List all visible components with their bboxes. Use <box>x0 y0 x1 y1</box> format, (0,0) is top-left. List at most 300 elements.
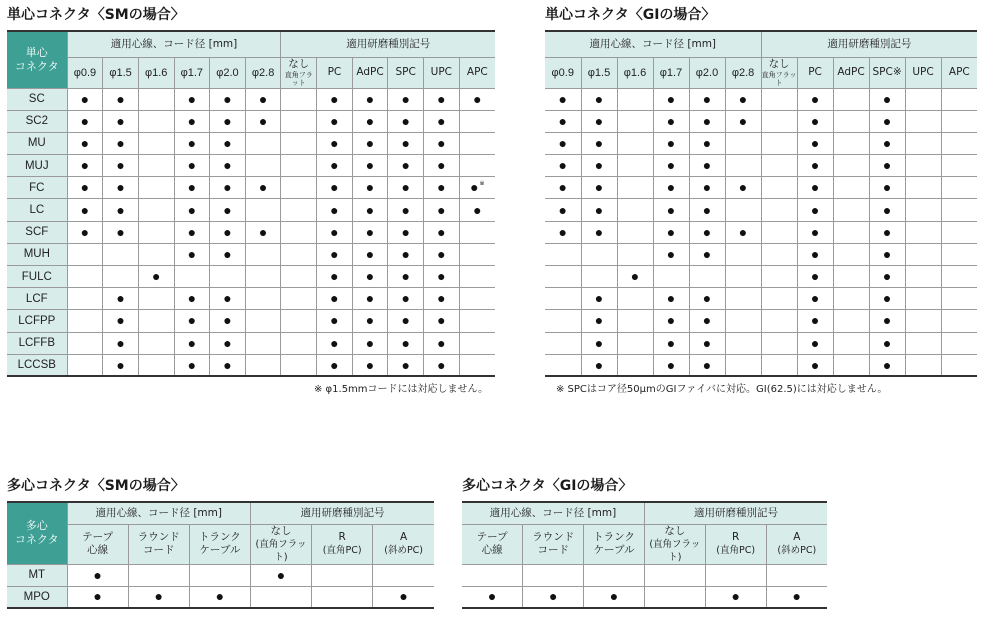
table-cell <box>905 221 941 243</box>
table-cell <box>352 221 388 243</box>
cord-col-header: φ2.8 <box>725 57 761 88</box>
table-cell <box>617 110 653 132</box>
filled-dot-icon: ● <box>365 201 375 218</box>
filled-dot-icon: ● <box>437 245 446 262</box>
connector-name: SC2 <box>7 110 67 132</box>
table-cell <box>352 110 388 132</box>
filled-dot-icon: ● <box>792 588 802 605</box>
filled-dot-icon: ● <box>487 588 497 605</box>
filled-dot-icon: ● <box>365 223 375 240</box>
filled-dot-icon: ● <box>882 223 892 240</box>
table-cell <box>67 266 103 288</box>
cord-group-header: 適用心線、コード径 [mm] <box>67 31 281 57</box>
table-row <box>545 155 977 177</box>
table-cell <box>869 243 905 265</box>
gi-single-table <box>545 30 977 377</box>
table-cell <box>462 586 523 608</box>
filled-dot-icon: ● <box>187 112 197 129</box>
table-cell <box>317 221 353 243</box>
table-cell <box>725 310 761 332</box>
filled-dot-icon: ● <box>810 245 820 262</box>
filled-dot-icon: ● <box>666 356 676 373</box>
table-cell <box>281 310 317 332</box>
filled-dot-icon: ● <box>594 201 604 218</box>
sm-single-title: 単心コネクタ〈SMの場合〉 <box>7 7 185 23</box>
table-cell <box>210 155 246 177</box>
filled-dot-icon: ● <box>702 312 712 329</box>
connector-name: LC <box>7 199 67 221</box>
table-cell <box>388 132 424 154</box>
table-cell <box>462 564 523 586</box>
table-row <box>545 177 977 199</box>
connector-name: MPO <box>7 586 67 608</box>
table-cell <box>67 288 103 310</box>
filled-dot-icon: ● <box>437 223 446 240</box>
polish-col-header <box>766 524 827 564</box>
filled-dot-icon: ● <box>437 134 446 151</box>
filled-dot-icon: ● <box>702 223 712 240</box>
filled-dot-icon: ● <box>187 334 197 351</box>
table-cell <box>138 332 174 354</box>
gi-multi-section <box>462 476 827 609</box>
sm-single-note: ※ φ1.5mmコードには対応しません。 <box>314 384 489 395</box>
table-cell <box>352 310 388 332</box>
table-cell <box>174 332 210 354</box>
table-cell <box>581 221 617 243</box>
table-cell <box>725 266 761 288</box>
connector-name: SCF <box>7 221 67 243</box>
polish-col-header <box>312 524 373 564</box>
table-cell <box>281 221 317 243</box>
table-row <box>7 155 495 177</box>
table-cell <box>905 288 941 310</box>
table-cell <box>797 221 833 243</box>
filled-dot-icon: ● <box>810 268 820 285</box>
polish-col-header <box>281 57 317 88</box>
table-cell <box>174 243 210 265</box>
polish-group-header: 適用研磨種別記号 <box>644 502 827 524</box>
header-line-2: 心線 <box>481 544 503 556</box>
filled-dot-icon: ● <box>437 312 446 329</box>
table-cell <box>459 332 495 354</box>
table-cell <box>424 332 460 354</box>
table-cell <box>210 199 246 221</box>
table-cell <box>653 310 689 332</box>
filled-dot-icon: ● <box>116 134 125 151</box>
filled-dot-icon: ● <box>666 90 676 107</box>
table-cell <box>103 354 139 376</box>
table-cell <box>869 288 905 310</box>
table-cell <box>581 199 617 221</box>
polish-col-header <box>459 57 495 88</box>
filled-dot-icon: ● <box>702 201 712 218</box>
table-cell <box>523 564 584 586</box>
table-cell <box>725 88 761 110</box>
connector-name: LCF <box>7 288 67 310</box>
table-cell <box>250 586 311 608</box>
filled-dot-icon: ● <box>437 268 446 285</box>
table-cell <box>210 243 246 265</box>
cord-col-header <box>128 524 189 564</box>
table-cell <box>317 110 353 132</box>
table-cell <box>833 310 869 332</box>
table-cell <box>189 586 250 608</box>
polish-col-header <box>388 57 424 88</box>
filled-dot-icon: ● <box>365 290 375 307</box>
header-line-1: なし <box>270 524 292 537</box>
table-cell <box>689 88 725 110</box>
table-cell <box>317 155 353 177</box>
table-cell <box>653 243 689 265</box>
filled-dot-icon: ● <box>330 157 339 174</box>
table-cell <box>797 88 833 110</box>
header-line-1: ラウンド <box>532 531 575 543</box>
header-line-2: (直角フラット) <box>255 538 307 563</box>
polish-group-header: 適用研磨種別記号 <box>281 31 495 57</box>
filled-dot-icon: ● <box>558 134 567 151</box>
filled-dot-icon: ● <box>116 356 125 373</box>
filled-dot-icon: ● <box>401 179 410 196</box>
table-cell <box>281 177 317 199</box>
table-cell <box>317 199 353 221</box>
table-cell <box>424 243 460 265</box>
cord-col-header: φ1.6 <box>138 57 174 88</box>
filled-dot-icon: ● <box>116 201 125 218</box>
table-cell <box>689 243 725 265</box>
filled-dot-icon: ● <box>401 290 410 307</box>
table-cell <box>905 266 941 288</box>
filled-dot-icon: ● <box>401 201 410 218</box>
table-cell <box>584 564 645 586</box>
table-cell <box>833 266 869 288</box>
table-cell <box>941 88 977 110</box>
table-cell <box>766 564 827 586</box>
filled-dot-icon: ● <box>702 245 712 262</box>
table-cell <box>388 288 424 310</box>
table-cell <box>210 266 246 288</box>
filled-dot-icon: ● <box>882 201 892 218</box>
cord-col-header: φ1.7 <box>653 57 689 88</box>
polish-label: SPC※ <box>872 66 902 78</box>
table-row <box>545 354 977 376</box>
table-cell <box>67 332 103 354</box>
table-cell <box>459 110 495 132</box>
table-cell <box>545 332 581 354</box>
gi-multi-title: 多心コネクタ〈GIの場合〉 <box>462 478 633 494</box>
table-cell <box>653 354 689 376</box>
table-cell <box>138 243 174 265</box>
filled-dot-icon: ● <box>330 312 339 329</box>
table-cell <box>67 564 128 586</box>
polish-label: APC <box>466 66 488 78</box>
filled-dot-icon: ● <box>223 245 232 262</box>
table-cell <box>317 177 353 199</box>
filled-dot-icon: ● <box>258 112 268 129</box>
table-cell <box>174 288 210 310</box>
table-cell <box>352 88 388 110</box>
table-cell <box>138 177 174 199</box>
filled-dot-icon: ● <box>223 157 232 174</box>
cord-group-header: 適用心線、コード径 [mm] <box>545 31 761 57</box>
table-cell <box>725 177 761 199</box>
table-cell <box>689 266 725 288</box>
filled-dot-icon: ● <box>80 112 90 129</box>
table-cell <box>210 88 246 110</box>
filled-dot-icon: ● <box>810 312 820 329</box>
table-row <box>7 266 495 288</box>
filled-dot-icon: ● <box>666 334 676 351</box>
table-cell <box>581 132 617 154</box>
sm-single-section <box>7 5 495 377</box>
filled-dot-icon: ● <box>330 334 339 351</box>
table-cell <box>103 132 139 154</box>
table-cell <box>103 310 139 332</box>
connector-name: LCFPP <box>7 310 67 332</box>
polish-col-header <box>761 57 797 88</box>
filled-dot-icon: ● <box>594 90 604 107</box>
filled-dot-icon: ● <box>330 134 339 151</box>
polish-label: なし <box>288 58 310 70</box>
table-cell <box>388 243 424 265</box>
table-cell <box>653 288 689 310</box>
filled-dot-icon: ● <box>401 90 410 107</box>
filled-dot-icon: ● <box>558 112 567 129</box>
filled-dot-icon: ● <box>810 290 820 307</box>
header-line-1: A <box>400 531 408 543</box>
table-cell <box>725 199 761 221</box>
table-cell <box>103 88 139 110</box>
filled-dot-icon: ● <box>810 157 820 174</box>
table-cell <box>833 332 869 354</box>
table-cell <box>352 288 388 310</box>
sm-multi-table <box>7 501 434 609</box>
table-cell <box>941 177 977 199</box>
table-cell <box>766 586 827 608</box>
filled-dot-icon: ● <box>666 245 676 262</box>
table-cell <box>128 586 189 608</box>
table-row <box>7 199 495 221</box>
filled-dot-icon: ● <box>594 134 604 151</box>
table-cell <box>581 243 617 265</box>
table-cell <box>869 310 905 332</box>
table-cell <box>653 199 689 221</box>
table-cell <box>424 266 460 288</box>
table-cell <box>138 132 174 154</box>
filled-dot-icon: ● <box>594 312 604 329</box>
polish-col-header <box>797 57 833 88</box>
table-cell <box>725 155 761 177</box>
table-cell <box>833 288 869 310</box>
filled-dot-icon: ● <box>401 312 410 329</box>
table-row <box>545 221 977 243</box>
polish-group-header: 適用研磨種別記号 <box>250 502 434 524</box>
table-cell <box>761 288 797 310</box>
table-cell <box>210 332 246 354</box>
table-cell <box>174 310 210 332</box>
table-cell <box>245 177 281 199</box>
table-cell <box>67 354 103 376</box>
filled-dot-icon: ● <box>470 179 479 196</box>
table-cell <box>459 199 495 221</box>
table-cell <box>581 155 617 177</box>
table-cell <box>869 332 905 354</box>
table-cell <box>459 155 495 177</box>
table-cell <box>281 110 317 132</box>
corner-header <box>7 502 67 564</box>
filled-dot-icon: ● <box>116 157 125 174</box>
table-row <box>7 221 495 243</box>
table-cell <box>617 243 653 265</box>
filled-dot-icon: ● <box>258 90 268 107</box>
table-cell <box>545 266 581 288</box>
polish-group-header: 適用研磨種別記号 <box>761 31 977 57</box>
header-line-2: ケーブル <box>199 544 241 556</box>
table-cell <box>174 110 210 132</box>
table-cell <box>653 155 689 177</box>
table-cell <box>581 354 617 376</box>
header-line-1: なし <box>664 524 686 537</box>
filled-dot-icon: ● <box>702 90 712 107</box>
table-cell <box>245 221 281 243</box>
table-cell <box>653 266 689 288</box>
header-line-2: (直角PC) <box>322 545 362 556</box>
table-cell <box>761 132 797 154</box>
filled-dot-icon: ● <box>116 312 125 329</box>
filled-dot-icon: ● <box>594 112 604 129</box>
filled-dot-icon: ● <box>702 157 712 174</box>
filled-dot-icon: ● <box>93 588 102 605</box>
table-cell <box>797 199 833 221</box>
table-cell <box>281 155 317 177</box>
filled-dot-icon: ● <box>594 223 604 240</box>
table-cell <box>388 354 424 376</box>
table-row <box>545 132 977 154</box>
table-cell <box>941 155 977 177</box>
table-cell <box>941 354 977 376</box>
cord-col-header <box>462 524 523 564</box>
filled-dot-icon: ● <box>223 90 232 107</box>
filled-dot-icon: ● <box>80 201 90 218</box>
filled-dot-icon: ● <box>223 223 232 240</box>
table-cell <box>869 199 905 221</box>
table-row <box>7 288 495 310</box>
filled-dot-icon: ● <box>223 112 232 129</box>
polish-label: UPC <box>912 66 934 78</box>
table-cell <box>459 88 495 110</box>
cord-col-header: φ0.9 <box>545 57 581 88</box>
table-row <box>7 132 495 154</box>
filled-dot-icon: ● <box>151 268 161 285</box>
table-cell <box>797 310 833 332</box>
table-cell <box>317 288 353 310</box>
table-cell <box>312 564 373 586</box>
filled-dot-icon: ● <box>365 268 375 285</box>
table-cell <box>138 288 174 310</box>
table-cell <box>245 110 281 132</box>
table-cell <box>545 132 581 154</box>
table-cell <box>617 155 653 177</box>
table-cell <box>424 132 460 154</box>
filled-dot-icon: ● <box>223 334 232 351</box>
table-cell <box>424 288 460 310</box>
filled-dot-icon: ● <box>223 134 232 151</box>
table-cell <box>725 332 761 354</box>
polish-col-header <box>705 524 766 564</box>
table-row <box>7 354 495 376</box>
polish-label: AdPC <box>356 66 384 78</box>
table-cell <box>67 310 103 332</box>
table-cell <box>424 155 460 177</box>
table-row <box>7 310 495 332</box>
table-cell <box>174 199 210 221</box>
corner-header <box>7 31 67 88</box>
table-cell <box>905 332 941 354</box>
table-cell <box>761 354 797 376</box>
table-cell <box>941 266 977 288</box>
table-cell <box>941 199 977 221</box>
table-cell <box>250 564 311 586</box>
table-cell <box>67 221 103 243</box>
filled-dot-icon: ● <box>594 157 604 174</box>
table-cell <box>174 354 210 376</box>
note-mark: ※ <box>479 181 485 188</box>
filled-dot-icon: ● <box>882 268 892 285</box>
filled-dot-icon: ● <box>80 223 90 240</box>
filled-dot-icon: ● <box>401 268 410 285</box>
filled-dot-icon: ● <box>702 356 712 373</box>
polish-label: APC <box>948 66 970 78</box>
filled-dot-icon: ● <box>666 201 676 218</box>
filled-dot-icon: ● <box>399 588 408 605</box>
table-cell <box>317 332 353 354</box>
header-line-2: (斜めPC) <box>777 545 817 556</box>
table-row <box>545 199 977 221</box>
table-cell <box>584 586 645 608</box>
table-cell <box>138 310 174 332</box>
table-cell <box>174 88 210 110</box>
table-cell <box>617 88 653 110</box>
table-cell <box>388 266 424 288</box>
polish-label: なし <box>768 58 790 70</box>
connector-name: FC <box>7 177 67 199</box>
table-cell <box>905 177 941 199</box>
table-cell <box>103 110 139 132</box>
table-cell <box>281 288 317 310</box>
filled-dot-icon: ● <box>330 268 339 285</box>
filled-dot-icon: ● <box>187 90 197 107</box>
table-cell <box>103 177 139 199</box>
table-row <box>7 243 495 265</box>
corner-line-2: コネクタ <box>14 60 59 73</box>
table-cell <box>352 354 388 376</box>
filled-dot-icon: ● <box>437 112 446 129</box>
table-cell <box>653 221 689 243</box>
corner-line-1: 多心 <box>25 520 48 533</box>
filled-dot-icon: ● <box>116 290 125 307</box>
filled-dot-icon: ● <box>330 223 339 240</box>
table-cell <box>67 132 103 154</box>
filled-dot-icon: ● <box>558 201 567 218</box>
filled-dot-icon: ● <box>401 334 410 351</box>
filled-dot-icon: ● <box>187 179 197 196</box>
filled-dot-icon: ● <box>401 157 410 174</box>
polish-col-header <box>644 524 705 564</box>
filled-dot-icon: ● <box>276 566 286 583</box>
gi-single-section <box>545 5 977 377</box>
table-cell <box>761 155 797 177</box>
table-row <box>7 586 434 608</box>
table-cell <box>424 221 460 243</box>
